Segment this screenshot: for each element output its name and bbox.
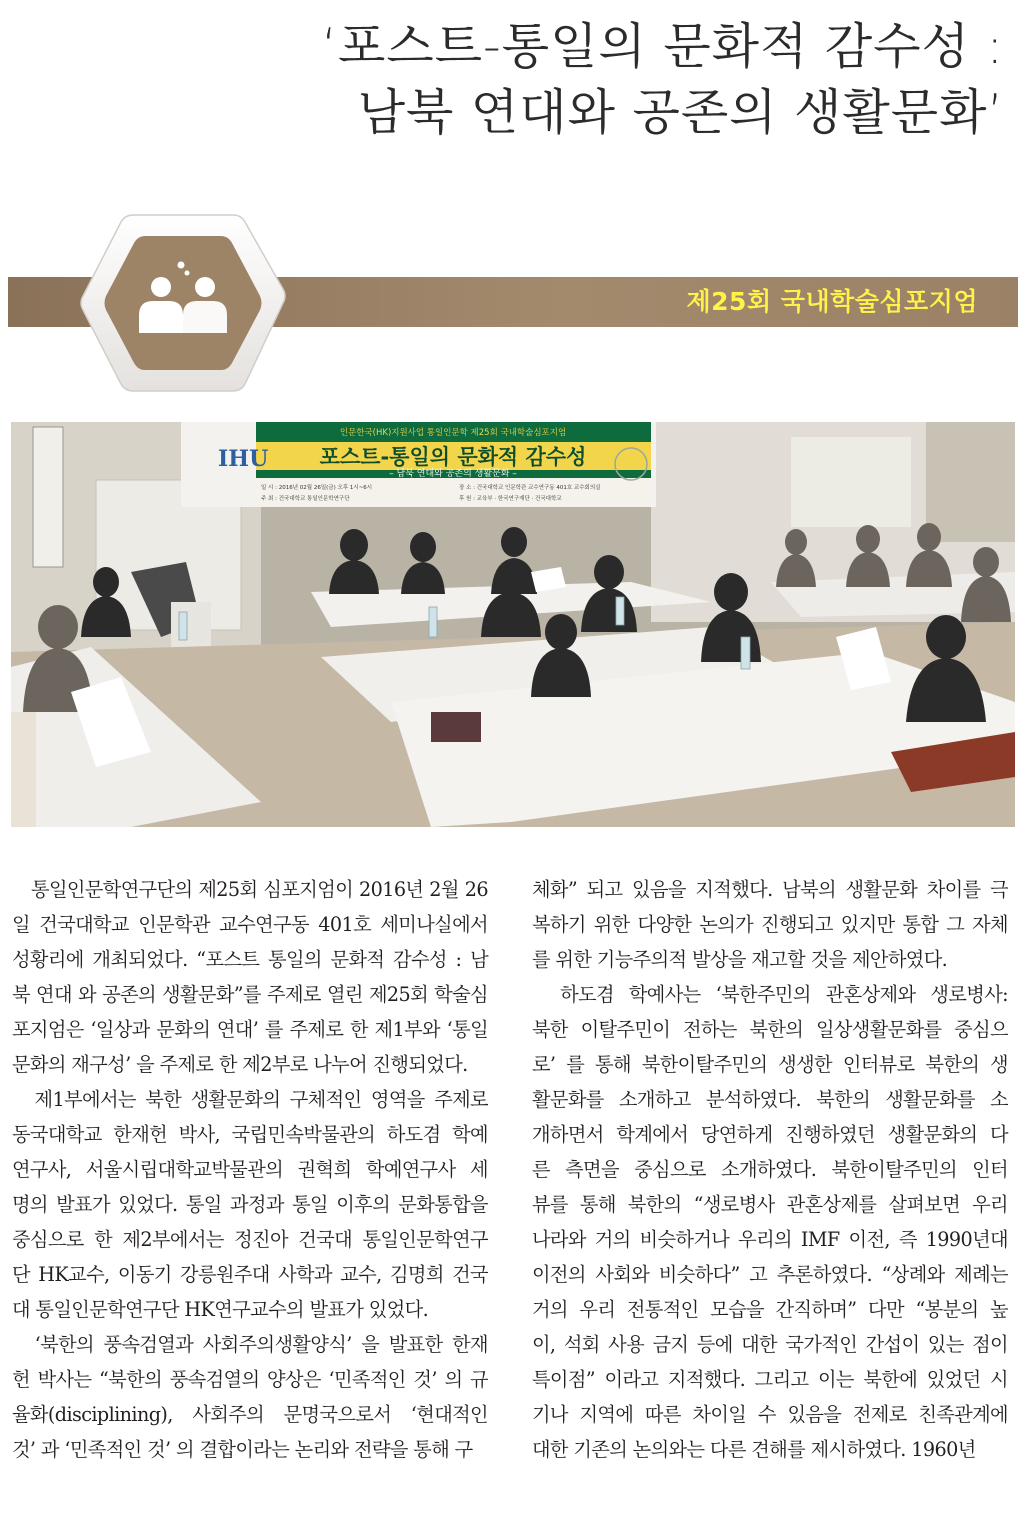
body-text-line: 활문화를 소개하고 분석하였다. 북한의 생활문화를 소 [532, 1088, 1008, 1111]
body-text-line: 일 건국대학교 인문학관 교수연구동 401호 세미나실에서 [12, 913, 488, 936]
body-text-line: 것’ 과 ‘민족적인 것’ 의 결합이라는 논리와 전략을 통해 구 [12, 1438, 473, 1461]
banner-place: 장 소 : 건국대학교 인문학관 교수연구동 401호 교수회의실 [459, 485, 601, 491]
body-text-line: 하도겸 학예사는 ‘북한주민의 관혼상제와 생로병사: [532, 983, 1008, 1006]
body-text-line: 제1부에서는 북한 생활문화의 구체적인 영역을 주제로 [12, 1088, 488, 1111]
body-text-line: 통일인문학연구단의 제25회 심포지엄이 2016년 2월 26 [12, 878, 488, 901]
body-text-line: 대 통일인문학연구단 HK연구교수의 발표가 있었다. [12, 1298, 429, 1321]
body-text-line: 이, 석회 사용 금지 등에 대한 국가적인 간섭이 있는 점이 [532, 1333, 1008, 1356]
body-text-line: 연구사, 서울시립대학교박물관의 권혁희 학예연구사 세 [12, 1158, 488, 1181]
body-text-line: 대한 기존의 논의와는 다른 견해를 제시하였다. 1960년 [532, 1438, 976, 1461]
banner-host: 주 최 : 건국대학교 통일인문학연구단 [261, 496, 350, 502]
article-title [24, 14, 1004, 146]
banner-title: 포스트-통일의 문화적 감수성 [319, 445, 587, 469]
body-text-line: 거의 우리 전통적인 모습을 간직하며” 다만 “봉분의 높 [532, 1298, 1008, 1321]
article-title-line-2: 남북 연대와 공존의 생활문화’ [357, 84, 1004, 141]
article-body-left-column [12, 872, 488, 1467]
article-title-line-1: ‘포스트-통일의 문화적 감수성 : [321, 18, 1004, 75]
body-text-line: 뷰를 통해 북한의 “생로병사 관혼상제를 살펴보면 우리 [532, 1193, 1008, 1216]
banner-sponsor: 후 원 : 교육부 · 한국연구재단 · 건국대학교 [459, 496, 562, 502]
article-body-right-column [532, 872, 1008, 1467]
banner-logo: IHU [218, 446, 269, 472]
body-text-line: 북 연대 와 공존의 생활문화”를 주제로 열린 제25회 학술심 [12, 983, 488, 1006]
banner-subtitle: – 남북 연대와 공존의 생활문화 – [389, 469, 517, 479]
body-text-line: 문화의 재구성’ 을 주제로 한 제2부로 나누어 진행되었다. [12, 1053, 468, 1076]
body-text-line: 른 측면을 중심으로 소개하였다. 북한이탈주민의 인터 [532, 1158, 1008, 1181]
people-talking-emblem [76, 196, 290, 410]
body-text-line: 이전의 사회와 비슷하다” 고 추론하였다. “상례와 제례는 [532, 1263, 1008, 1286]
body-text-line: 기나 지역에 따른 차이일 수 있음을 전제로 친족관계에 [532, 1403, 1008, 1426]
body-text-line: 개하면서 학계에서 당연하게 진행하였던 생활문화의 다 [532, 1123, 1008, 1146]
symposium-photo [11, 422, 1015, 827]
body-text-line: 복하기 위한 다양한 논의가 진행되고 있지만 통합 그 자체 [532, 913, 1008, 936]
section-label: 제25회 국내학술심포지엄 [686, 287, 978, 316]
body-text-line: 성황리에 개최되었다. “포스트 통일의 문화적 감수성 : 남 [12, 948, 488, 971]
body-text-line: 를 위한 기능주의적 발상을 재고할 것을 제안하였다. [532, 948, 948, 971]
body-text-line: 특이점” 이라고 지적했다. 그리고 이는 북한에 있었던 시 [532, 1368, 1008, 1391]
body-text-line: 북한 이탈주민이 전하는 북한의 일상생활문화를 중심으 [532, 1018, 1008, 1041]
body-text-line: 단 HK교수, 이동기 강릉원주대 사학과 교수, 김명희 건국 [12, 1263, 488, 1286]
body-text-line: 헌 박사는 “북한의 풍속검열의 양상은 ‘민족적인 것’ 의 규 [12, 1368, 488, 1391]
body-text-line: 나라와 거의 비슷하거나 우리의 IMF 이전, 즉 1990년대 [532, 1228, 1008, 1251]
body-text-line: 명의 발표가 있었다. 통일 과정과 통일 이후의 문화통합을 [12, 1193, 488, 1216]
body-text-line: 중심으로 한 제2부에서는 정진아 건국대 통일인문학연구 [12, 1228, 488, 1251]
body-text-line: 율화(disciplining), 사회주의 문명국으로서 ‘현대적인 [12, 1403, 488, 1426]
symposium-banner [181, 422, 656, 507]
body-text-line: 체화” 되고 있음을 지적했다. 남북의 생활문화 차이를 극 [532, 878, 1008, 901]
body-text-line: 포지엄은 ‘일상과 문화의 연대’ 를 주제로 한 제1부와 ‘통일 [12, 1018, 488, 1041]
banner-date: 일 시 : 2016년 02월 26일(금) 오후 1시~6시 [261, 485, 373, 491]
banner-top-line: 인문한국(HK)지원사업 통일인문학 제25회 국내학술심포지엄 [339, 428, 567, 438]
body-text-line: ‘북한의 풍속검열과 사회주의생활양식’ 을 발표한 한재 [12, 1333, 488, 1356]
body-text-line: 로’ 를 통해 북한이탈주민의 생생한 인터뷰로 북한의 생 [532, 1053, 1008, 1076]
body-text-line: 동국대학교 한재헌 박사, 국립민속박물관의 하도겸 학예 [12, 1123, 488, 1146]
